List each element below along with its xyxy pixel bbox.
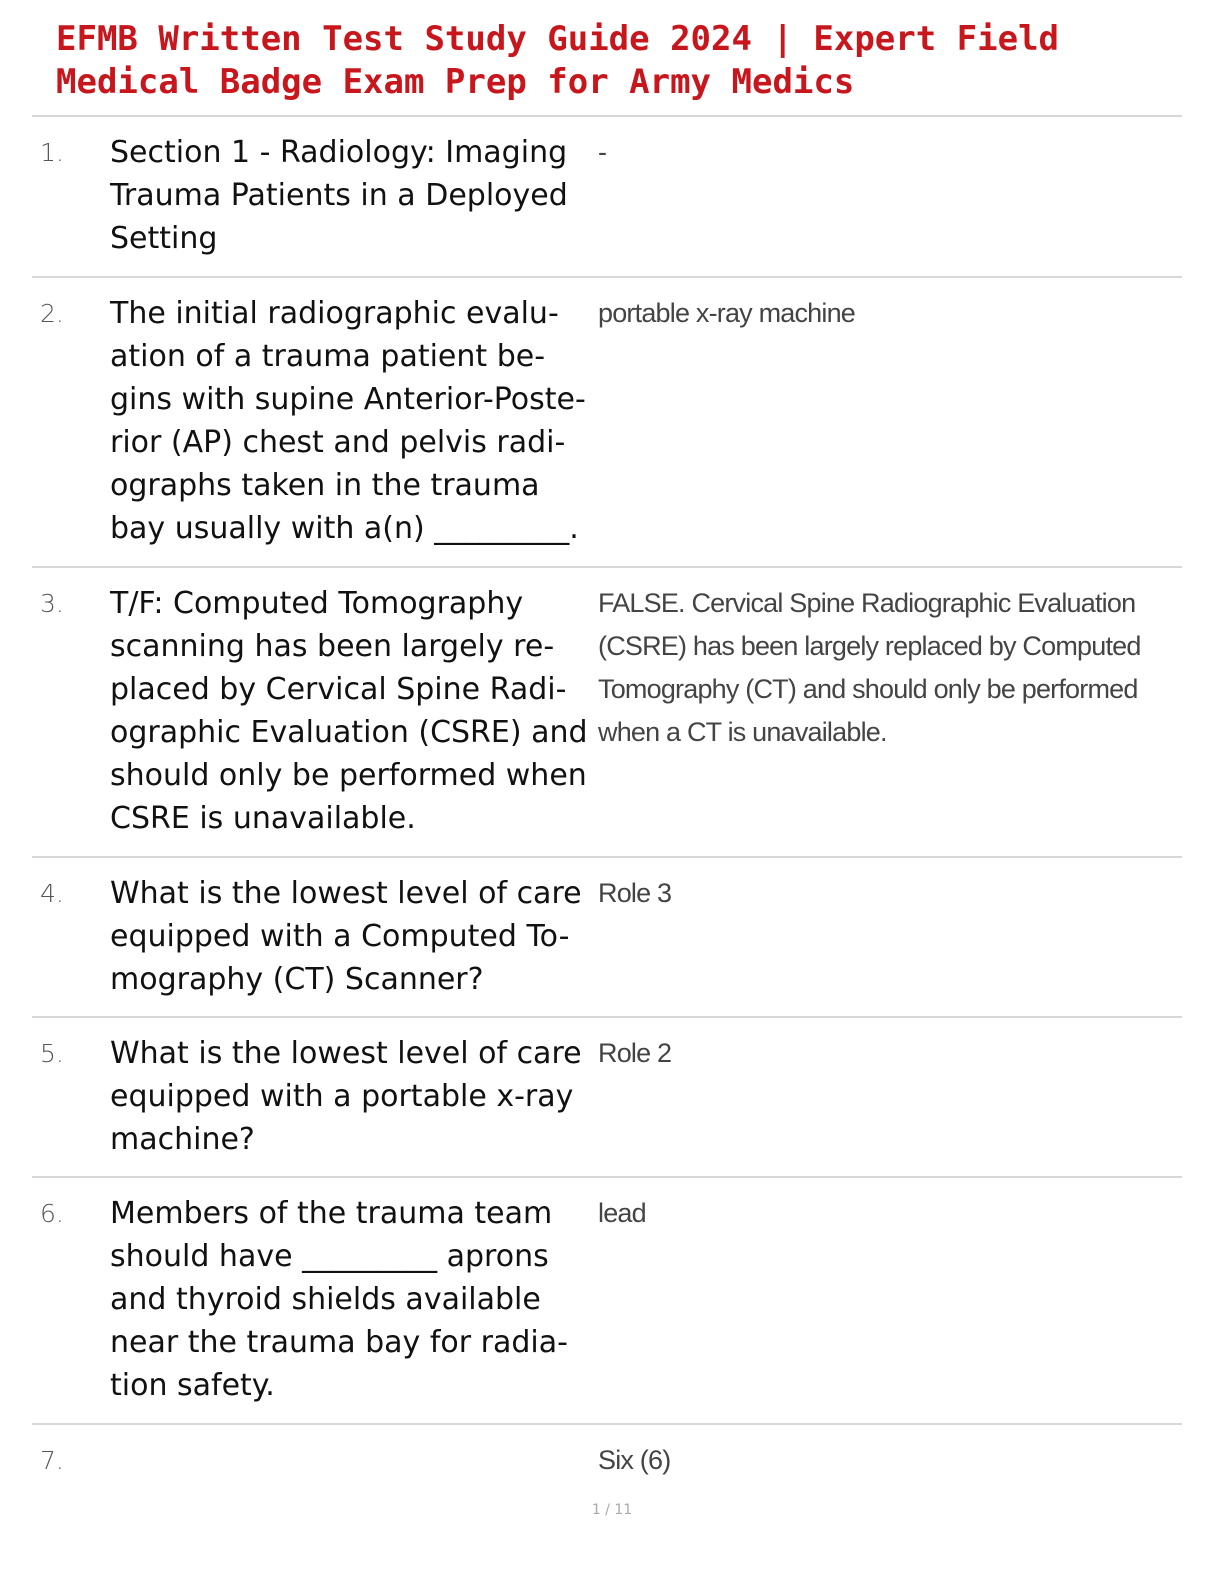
- question-text: T/F: Computed Tomography scanning has been largely re- placed by Cervical Spine Radi- ographic Evaluation (CSRE) and should only be performed when CSRE is unavailable.: [110, 586, 588, 836]
- item-number: 5.: [40, 1039, 64, 1068]
- item-number: 1.: [40, 138, 64, 167]
- question-text: Members of the trauma team should have _________ aprons and thyroid shields available near the trauma bay for radia- tion safety.: [110, 1196, 568, 1403]
- qa-list: [32, 115, 1182, 1495]
- qa-row-6: [32, 1178, 1182, 1425]
- answer-text: Role 2: [598, 1038, 672, 1068]
- answer-text: Role 3: [598, 878, 672, 908]
- answer-text: portable x-ray machine: [598, 298, 856, 328]
- qa-row-7: [32, 1425, 1182, 1495]
- item-number: 3.: [40, 589, 64, 618]
- item-number: 2.: [40, 299, 64, 328]
- qa-row-4: [32, 858, 1182, 1018]
- question-text: The initial radiographic evalu- ation of a trauma patient be- gins with supine Anterior-Poste- rior (AP) chest and pelvis radi- ographs taken in the trauma bay usually with a(n) _________.: [110, 296, 586, 546]
- qa-row-1: [32, 117, 1182, 278]
- question-text: What is the lowest level of care equipped with a Computed To- mography (CT) Scanner?: [110, 876, 582, 997]
- item-number: 6.: [40, 1199, 64, 1228]
- page-title: EFMB Written Test Study Guide 2024 | Expert Field Medical Badge Exam Prep for Army Medics: [56, 19, 1060, 102]
- qa-row-2: [32, 278, 1182, 568]
- page-number: 1 / 11: [591, 1502, 633, 1518]
- answer-text: FALSE. Cervical Spine Radiographic Evaluation (CSRE) has been largely replaced by Computed Tomography (CT) and should only be performed when a CT is unavailable.: [598, 588, 1141, 747]
- question-text: Section 1 - Radiology: Imaging Trauma Patients in a Deployed Setting: [110, 135, 568, 256]
- answer-text: lead: [598, 1198, 646, 1228]
- question-text: What is the lowest level of care equipped with a portable x-ray machine?: [110, 1036, 582, 1157]
- answer-text: Six (6): [598, 1445, 671, 1475]
- qa-row-3: [32, 568, 1182, 858]
- qa-row-5: [32, 1018, 1182, 1178]
- answer-text: -: [598, 137, 607, 167]
- item-number: 4.: [40, 879, 64, 908]
- item-number: 7.: [40, 1446, 64, 1475]
